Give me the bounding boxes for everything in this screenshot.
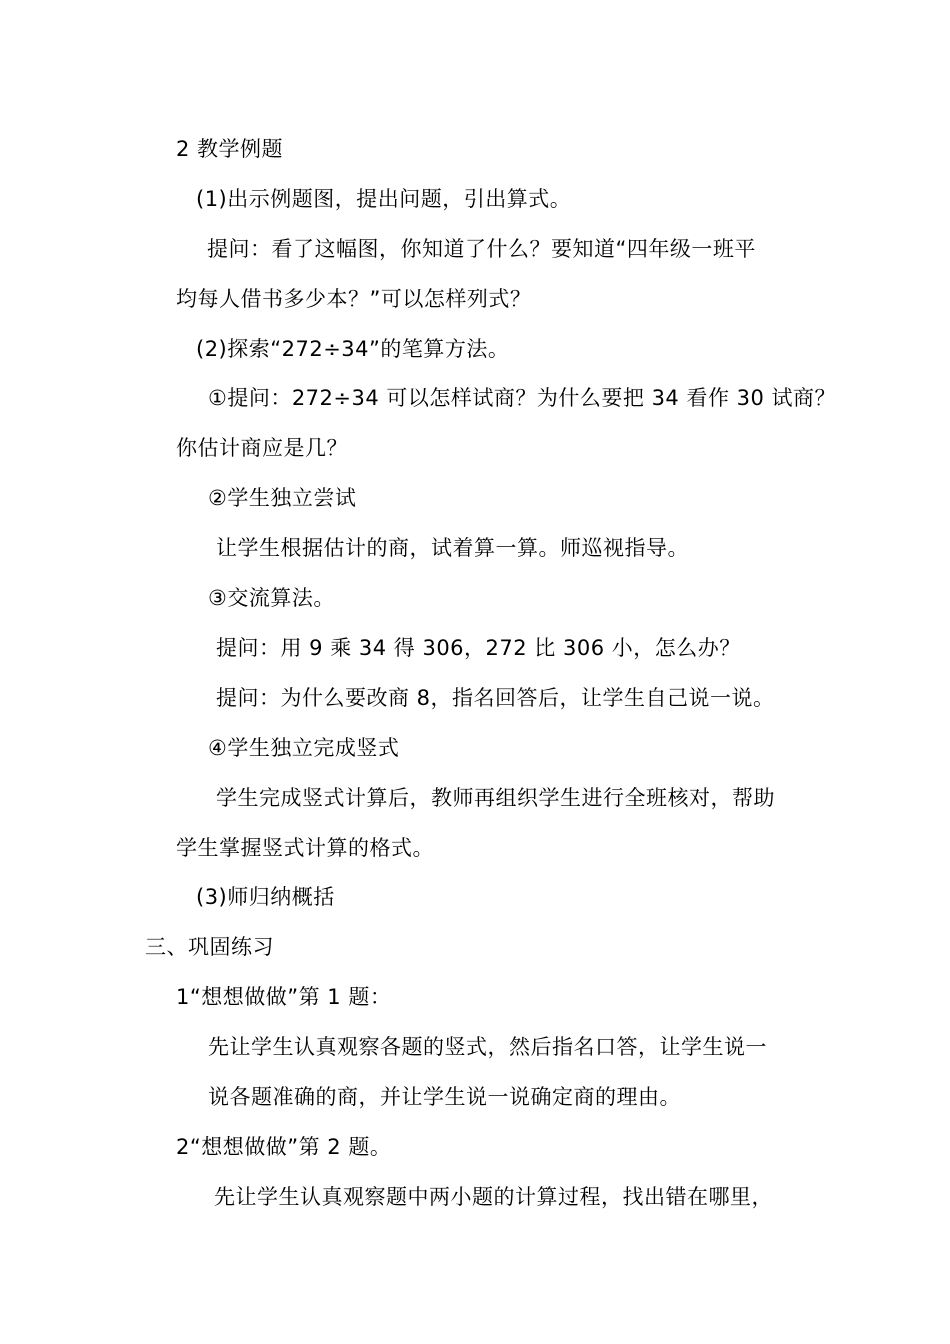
practice-2-text-line-1: 先让学生认真观察题中两小题的计算过程，找出错在哪里， [214, 1185, 773, 1209]
item-4-text-line-2: 学生掌握竖式计算的格式。 [176, 836, 434, 860]
item-4-text-line-1: 学生完成竖式计算后，教师再组织学生进行全班核对，帮助 [216, 786, 775, 810]
item-3-question-2: 提问：为什么要改商 8，指名回答后，让学生自己说一说。 [216, 686, 775, 710]
item-2-text: 让学生根据估计的商，试着算一算。师巡视指导。 [216, 536, 689, 560]
item-3-heading: ③交流算法。 [208, 586, 335, 610]
step-3-summary: (3)师归纳概括 [196, 885, 335, 909]
practice-1-text-line-1: 先让学生认真观察各题的竖式，然后指名口答，让学生说一 [208, 1035, 767, 1059]
step-1-show-example: (1)出示例题图，提出问题，引出算式。 [196, 187, 572, 211]
practice-1-heading: 1“想想做做”第 1 题： [176, 985, 392, 1009]
item-3-question-1: 提问：用 9 乘 34 得 306，272 比 306 小，怎么办？ [216, 636, 741, 660]
item-1-question-line-1: ①提问：272÷34 可以怎样试商？为什么要把 34 看作 30 试商？ [208, 386, 837, 410]
practice-1-text-line-2: 说各题准确的商，并让学生说一说确定商的理由。 [208, 1085, 681, 1109]
step-2-explore-method: (2)探索“272÷34”的笔算方法。 [196, 337, 510, 361]
paragraph-question-line-2: 均每人借书多少本？”可以怎样列式？ [176, 287, 532, 311]
practice-2-heading: 2“想想做做”第 2 题。 [176, 1135, 392, 1159]
item-1-question-line-2: 你估计商应是几？ [176, 436, 348, 460]
item-2-heading: ②学生独立尝试 [208, 486, 357, 510]
section-heading-teaching-example: 2 教学例题 [176, 137, 284, 161]
item-4-heading: ④学生独立完成竖式 [208, 736, 400, 760]
paragraph-question-line-1: 提问：看了这幅图，你知道了什么？要知道“四年级一班平 [207, 237, 756, 261]
section-heading-practice: 三、巩固练习 [145, 935, 274, 959]
